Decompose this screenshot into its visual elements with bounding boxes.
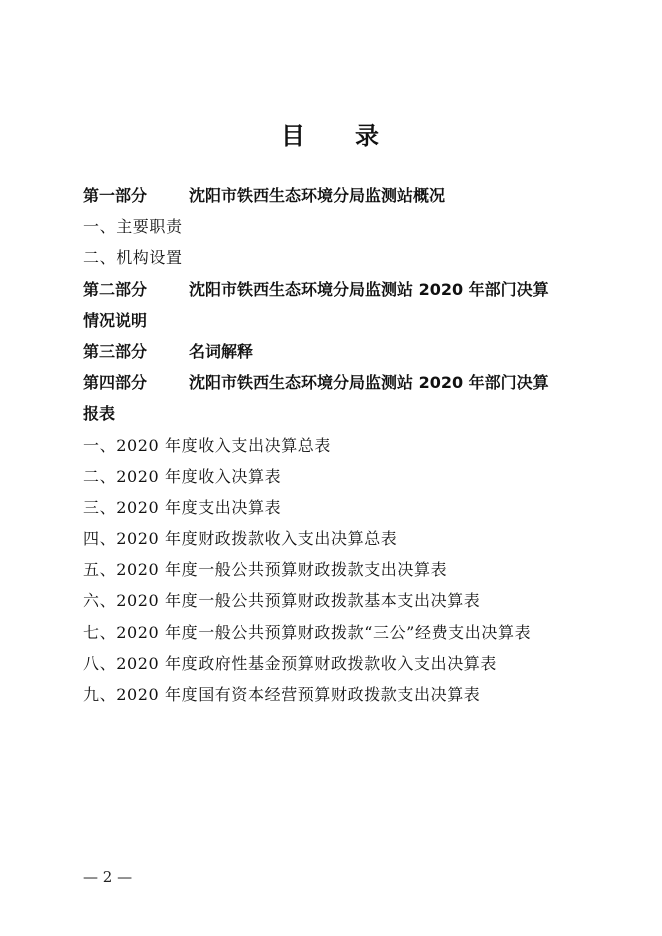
page-title bbox=[0, 116, 662, 151]
toc-item-1-1[interactable]: 一、主要职责 bbox=[83, 217, 183, 237]
title-char-left: 目 bbox=[281, 122, 307, 150]
toc-item-4-8[interactable]: 八、2020 年度政府性基金预算财政拨款收入支出决算表 bbox=[83, 653, 498, 673]
toc-item-4-2[interactable]: 二、2020 年度收入决算表 bbox=[83, 466, 282, 486]
part-4-label: 第四部分 bbox=[83, 373, 148, 393]
toc-item-4-6[interactable]: 六、2020 年度一般公共预算财政拨款基本支出决算表 bbox=[83, 591, 481, 611]
toc-part-4[interactable] bbox=[83, 367, 583, 398]
page-number: — 2 — bbox=[83, 868, 133, 886]
part-1-text: 沈阳市铁西生态环境分局监测站概况 bbox=[189, 186, 446, 205]
toc-part-2-continuation bbox=[83, 305, 583, 336]
toc-part-1[interactable] bbox=[83, 180, 583, 211]
part-4-continuation: 报表 bbox=[83, 404, 116, 424]
part-3-label: 第三部分 bbox=[83, 341, 148, 361]
toc-part-3[interactable] bbox=[83, 336, 583, 367]
toc-item-4-1[interactable]: 一、2020 年度收入支出决算总表 bbox=[83, 435, 332, 455]
title-char-right: 录 bbox=[355, 122, 381, 150]
toc-item-4-5[interactable]: 五、2020 年度一般公共预算财政拨款支出决算表 bbox=[83, 560, 448, 580]
toc-item-4-7[interactable]: 七、2020 年度一般公共预算财政拨款“三公”经费支出决算表 bbox=[83, 622, 532, 642]
toc-part-4-continuation bbox=[83, 398, 583, 429]
toc-part-2[interactable] bbox=[83, 274, 583, 305]
part-3-text: 名词解释 bbox=[189, 341, 254, 361]
part-1-label: 第一部分 bbox=[83, 186, 148, 205]
toc-item-4-9[interactable]: 九、2020 年度国有资本经营预算财政拨款支出决算表 bbox=[83, 685, 481, 704]
toc-item-4-3[interactable]: 三、2020 年度支出决算表 bbox=[83, 497, 282, 517]
table-of-contents bbox=[83, 180, 583, 710]
part-2-continuation: 情况说明 bbox=[83, 310, 148, 330]
part-2-text: 沈阳市铁西生态环境分局监测站 2020 年部门决算 bbox=[189, 279, 549, 299]
toc-item-4-4[interactable]: 四、2020 年度财政拨款收入支出决算总表 bbox=[83, 529, 398, 549]
part-2-label: 第二部分 bbox=[83, 279, 148, 299]
part-4-text: 沈阳市铁西生态环境分局监测站 2020 年部门决算 bbox=[189, 373, 549, 393]
toc-item-1-2[interactable]: 二、机构设置 bbox=[83, 248, 183, 268]
